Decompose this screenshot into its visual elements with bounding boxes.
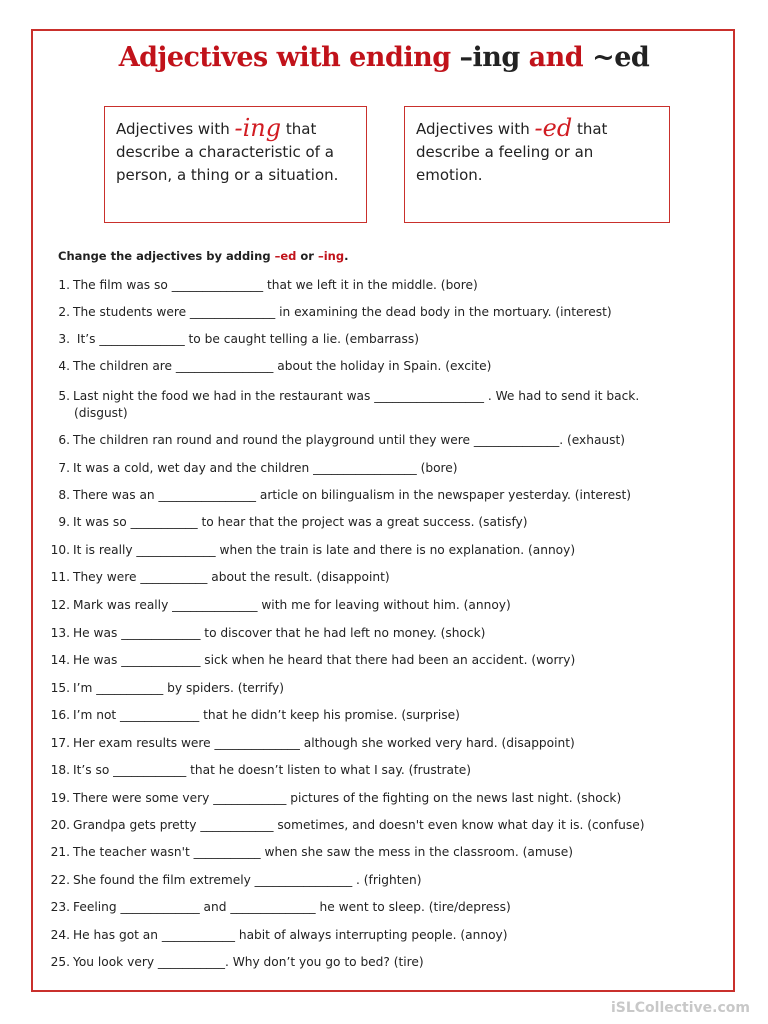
question-number: 16.: [50, 708, 70, 722]
question-number: 14.: [50, 653, 70, 667]
question-item: [46, 790, 736, 807]
question-number: 21.: [50, 845, 70, 859]
question-number: 6.: [58, 433, 70, 447]
question-number: 15.: [50, 681, 70, 695]
ed-box-suffix: -ed: [534, 114, 573, 142]
question-number: 12.: [50, 598, 70, 612]
question-text: They were ___________ about the result. (disappoint): [73, 570, 390, 584]
question-number: 1.: [58, 278, 70, 292]
question-item: [46, 680, 736, 697]
question-item: [46, 652, 736, 669]
question-text: Feeling _____________ and ______________ he went to sleep. (tire/depress): [73, 900, 511, 914]
question-continuation: (disgust): [74, 406, 128, 420]
title-part-3: and: [519, 42, 593, 73]
question-item: [46, 331, 736, 348]
question-item: [46, 487, 736, 504]
question-text: There were some very ____________ pictures of the fighting on the news last night. (shock): [73, 791, 622, 805]
question-item: [46, 569, 736, 586]
question-number: 9.: [58, 515, 70, 529]
question-item: [46, 460, 736, 477]
question-item: [46, 817, 736, 834]
question-text: He has got an ____________ habit of always interrupting people. (annoy): [73, 928, 508, 942]
question-text: Grandpa gets pretty ____________ sometimes, and doesn't even know what day it is. (confuse): [73, 818, 645, 832]
question-item: [46, 358, 736, 375]
page-title: [0, 42, 768, 73]
question-item: [46, 954, 736, 971]
instruction: [58, 249, 348, 263]
ing-box-prefix: Adjectives with: [116, 120, 235, 138]
question-text: The teacher wasn't ___________ when she saw the mess in the classroom. (amuse): [73, 845, 574, 859]
question-number: 22.: [50, 873, 70, 887]
question-text: It is really _____________ when the train is late and there is no explanation. (annoy): [73, 543, 576, 557]
question-text: He was _____________ sick when he heard that there had been an accident. (worry): [73, 653, 576, 667]
question-number: 4.: [58, 359, 70, 373]
question-number: 25.: [50, 955, 70, 969]
question-item: [46, 762, 736, 779]
instruction-end: .: [344, 249, 349, 263]
question-text: She found the film extremely ________________ . (frighten): [73, 873, 422, 887]
question-number: 11.: [50, 570, 70, 584]
question-text: It’s ______________ to be caught telling a lie. (embarrass): [73, 332, 419, 346]
question-item: [46, 927, 736, 944]
question-number: 18.: [50, 763, 70, 777]
question-number: 19.: [50, 791, 70, 805]
question-text: The students were ______________ in examining the dead body in the mortuary. (interest): [73, 305, 612, 319]
instruction-or: or: [296, 249, 318, 263]
question-number: 23.: [50, 900, 70, 914]
question-number: 13.: [50, 626, 70, 640]
question-item: [46, 277, 736, 294]
question-text: It’s so ____________ that he doesn’t listen to what I say. (frustrate): [73, 763, 472, 777]
question-number: 3.: [58, 332, 70, 346]
ed-box-after: that: [572, 120, 608, 138]
question-number: 5.: [58, 389, 70, 403]
question-text: Last night the food we had in the restaurant was __________________ . We had to send it back.: [73, 389, 640, 403]
question-item: [46, 514, 736, 531]
ed-definition-box: [404, 106, 670, 223]
ing-box-suffix: -ing: [234, 114, 282, 142]
question-text: Mark was really ______________ with me for leaving without him. (annoy): [73, 598, 511, 612]
question-text: The children ran round and round the playground until they were ______________. (exhaust): [73, 433, 626, 447]
title-part-2: –ing: [459, 42, 520, 73]
question-item: [46, 625, 736, 642]
instruction-text: Change the adjectives by adding: [58, 249, 275, 263]
question-item: [46, 872, 736, 889]
question-text: The children are ________________ about the holiday in Spain. (excite): [73, 359, 492, 373]
question-item: [46, 388, 736, 422]
question-text: There was an ________________ article on bilingualism in the newspaper yesterday. (interest): [73, 488, 632, 502]
question-number: 20.: [50, 818, 70, 832]
question-item: [46, 844, 736, 861]
question-text: It was a cold, wet day and the children _________________ (bore): [73, 461, 458, 475]
instruction-ing: –ing: [317, 249, 345, 263]
question-item: [46, 735, 736, 752]
question-number: 2.: [58, 305, 70, 319]
question-number: 24.: [50, 928, 70, 942]
ing-definition-box: [104, 106, 367, 223]
ed-box-prefix: Adjectives with: [416, 120, 535, 138]
question-text: I’m not _____________ that he didn’t keep his promise. (surprise): [73, 708, 460, 722]
question-number: 10.: [50, 543, 70, 557]
title-part-4: ~ed: [592, 42, 650, 73]
ing-box-text: describe a characteristic of a person, a thing or a situation.: [116, 143, 339, 184]
question-item: [46, 432, 736, 449]
question-item: [46, 597, 736, 614]
question-text: It was so ___________ to hear that the project was a great success. (satisfy): [73, 515, 528, 529]
question-text: I’m ___________ by spiders. (terrify): [73, 681, 285, 695]
site-watermark: iSLCollective.com: [610, 1000, 750, 1016]
question-number: 17.: [50, 736, 70, 750]
question-number: 8.: [58, 488, 70, 502]
question-item: [46, 899, 736, 916]
question-number: 7.: [58, 461, 70, 475]
question-item: [46, 542, 736, 559]
question-item: [46, 707, 736, 724]
instruction-ed: –ed: [274, 249, 297, 263]
question-text: Her exam results were ______________ although she worked very hard. (disappoint): [73, 736, 575, 750]
question-text: The film was so _______________ that we left it in the middle. (bore): [73, 278, 478, 292]
title-part-1: Adjectives with ending: [118, 42, 460, 73]
question-item: [46, 304, 736, 321]
question-text: You look very ___________. Why don’t you go to bed? (tire): [73, 955, 424, 969]
ing-box-after: that: [281, 120, 317, 138]
question-text: He was _____________ to discover that he had left no money. (shock): [73, 626, 486, 640]
ed-box-text: describe a feeling or an emotion.: [416, 143, 594, 184]
